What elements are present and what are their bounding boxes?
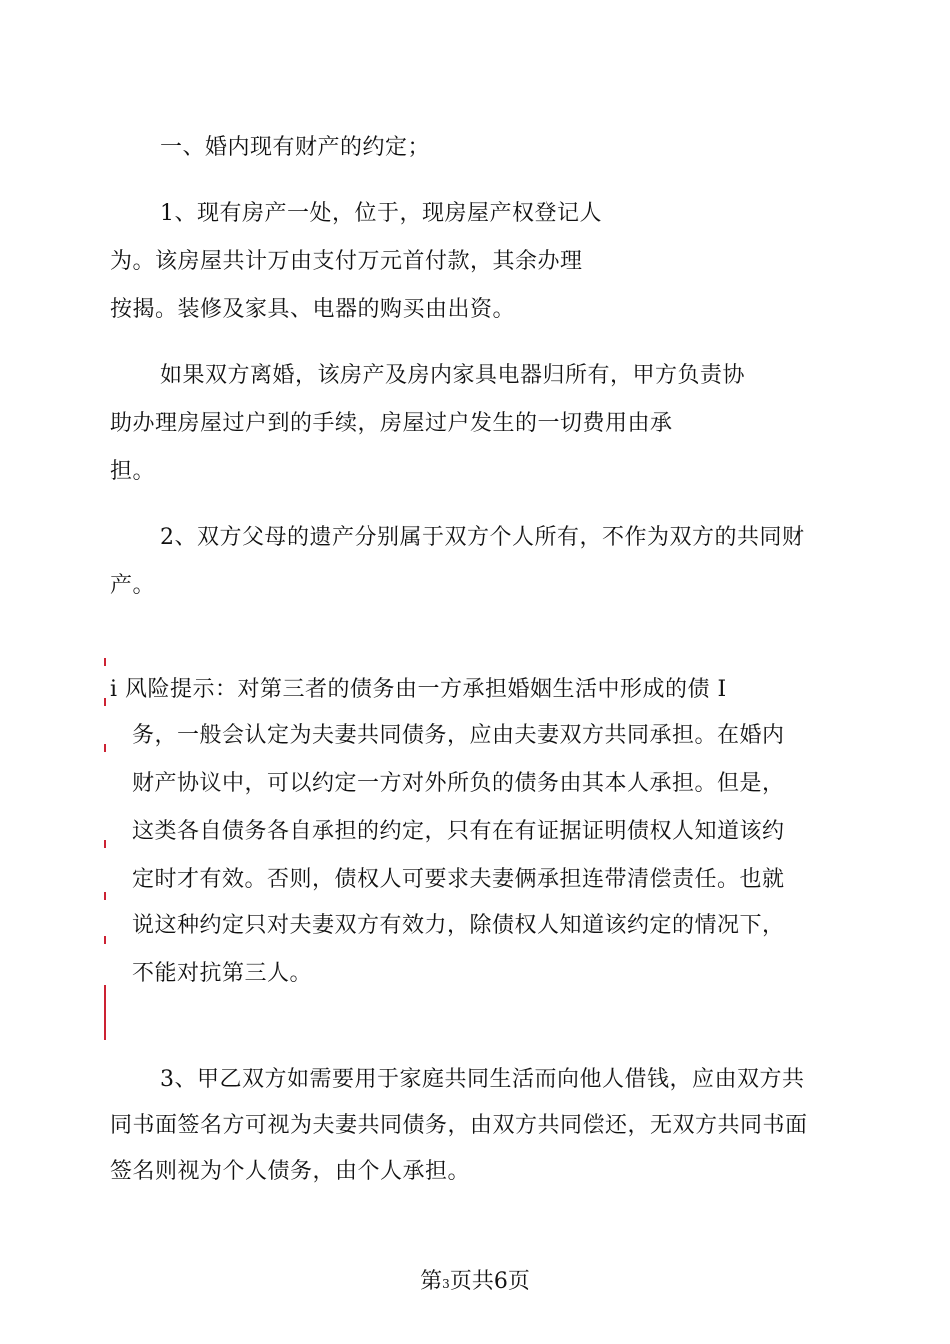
item2-line-2: 产。 xyxy=(110,573,156,598)
item3-line-2: 同书面签名方可视为夫妻共同债务，由双方共同偿还，无双方共同书面 xyxy=(110,1113,808,1138)
page-footer xyxy=(0,1268,950,1298)
item1-line-3: 按揭。装修及家具、电器的购买由出资。 xyxy=(110,297,516,322)
margin-marker xyxy=(104,744,106,752)
risk-notice-line-3: 财产协议中，可以约定一方对外所负的债务由其本人承担。但是， xyxy=(132,771,785,796)
item3-line-3: 签名则视为个人债务，由个人承担。 xyxy=(110,1159,471,1184)
margin-marker xyxy=(104,936,106,944)
divorce-clause-line-3: 担。 xyxy=(110,459,156,484)
footer-total-pages: 6 xyxy=(493,1269,508,1294)
risk-notice-line-5: 定时才有效。否则，债权人可要求夫妻俩承担连带清偿责任。也就 xyxy=(132,867,785,892)
risk-notice-line-4: 这类各自债务各自承担的约定，只有在有证据证明债权人知道该约 xyxy=(132,819,785,844)
footer-suffix: 页 xyxy=(507,1269,530,1294)
margin-marker xyxy=(104,658,106,666)
item2-line-1: 2、双方父母的遗产分别属于双方个人所有，不作为双方的共同财 xyxy=(160,525,805,550)
divorce-clause-line-2: 助办理房屋过户到的手续，房屋过户发生的一切费用由承 xyxy=(110,411,673,436)
item1-line-2: 为。该房屋共计万由支付万元首付款，其余办理 xyxy=(110,249,583,274)
footer-page-number: 3 xyxy=(442,1277,450,1291)
margin-marker xyxy=(104,698,106,706)
divorce-clause-line-1: 如果双方离婚，该房产及房内家具电器归所有，甲方负责协 xyxy=(160,363,746,388)
footer-middle: 页共 xyxy=(449,1269,494,1294)
section-heading: 一、婚内现有财产的约定； xyxy=(160,135,431,160)
margin-marker xyxy=(104,840,106,848)
risk-notice-line-2: 务，一般会认定为夫妻共同债务，应由夫妻双方共同承担。在婚内 xyxy=(132,723,785,748)
item3-line-1: 3、甲乙双方如需要用于家庭共同生活而向他人借钱，应由双方共 xyxy=(160,1067,805,1092)
risk-notice-line-1: i 风险提示：对第三者的债务由一方承担婚姻生活中形成的债 I xyxy=(110,677,727,702)
item1-line-1: 1、现有房产一处，位于，现房屋产权登记人 xyxy=(160,201,602,226)
footer-prefix: 第 xyxy=(420,1269,443,1294)
margin-marker xyxy=(104,892,106,900)
margin-marker xyxy=(104,985,106,1040)
risk-notice-line-6: 说这种约定只对夫妻双方有效力，除债权人知道该约定的情况下， xyxy=(132,913,785,938)
risk-notice-line-7: 不能对抗第三人。 xyxy=(132,961,313,986)
